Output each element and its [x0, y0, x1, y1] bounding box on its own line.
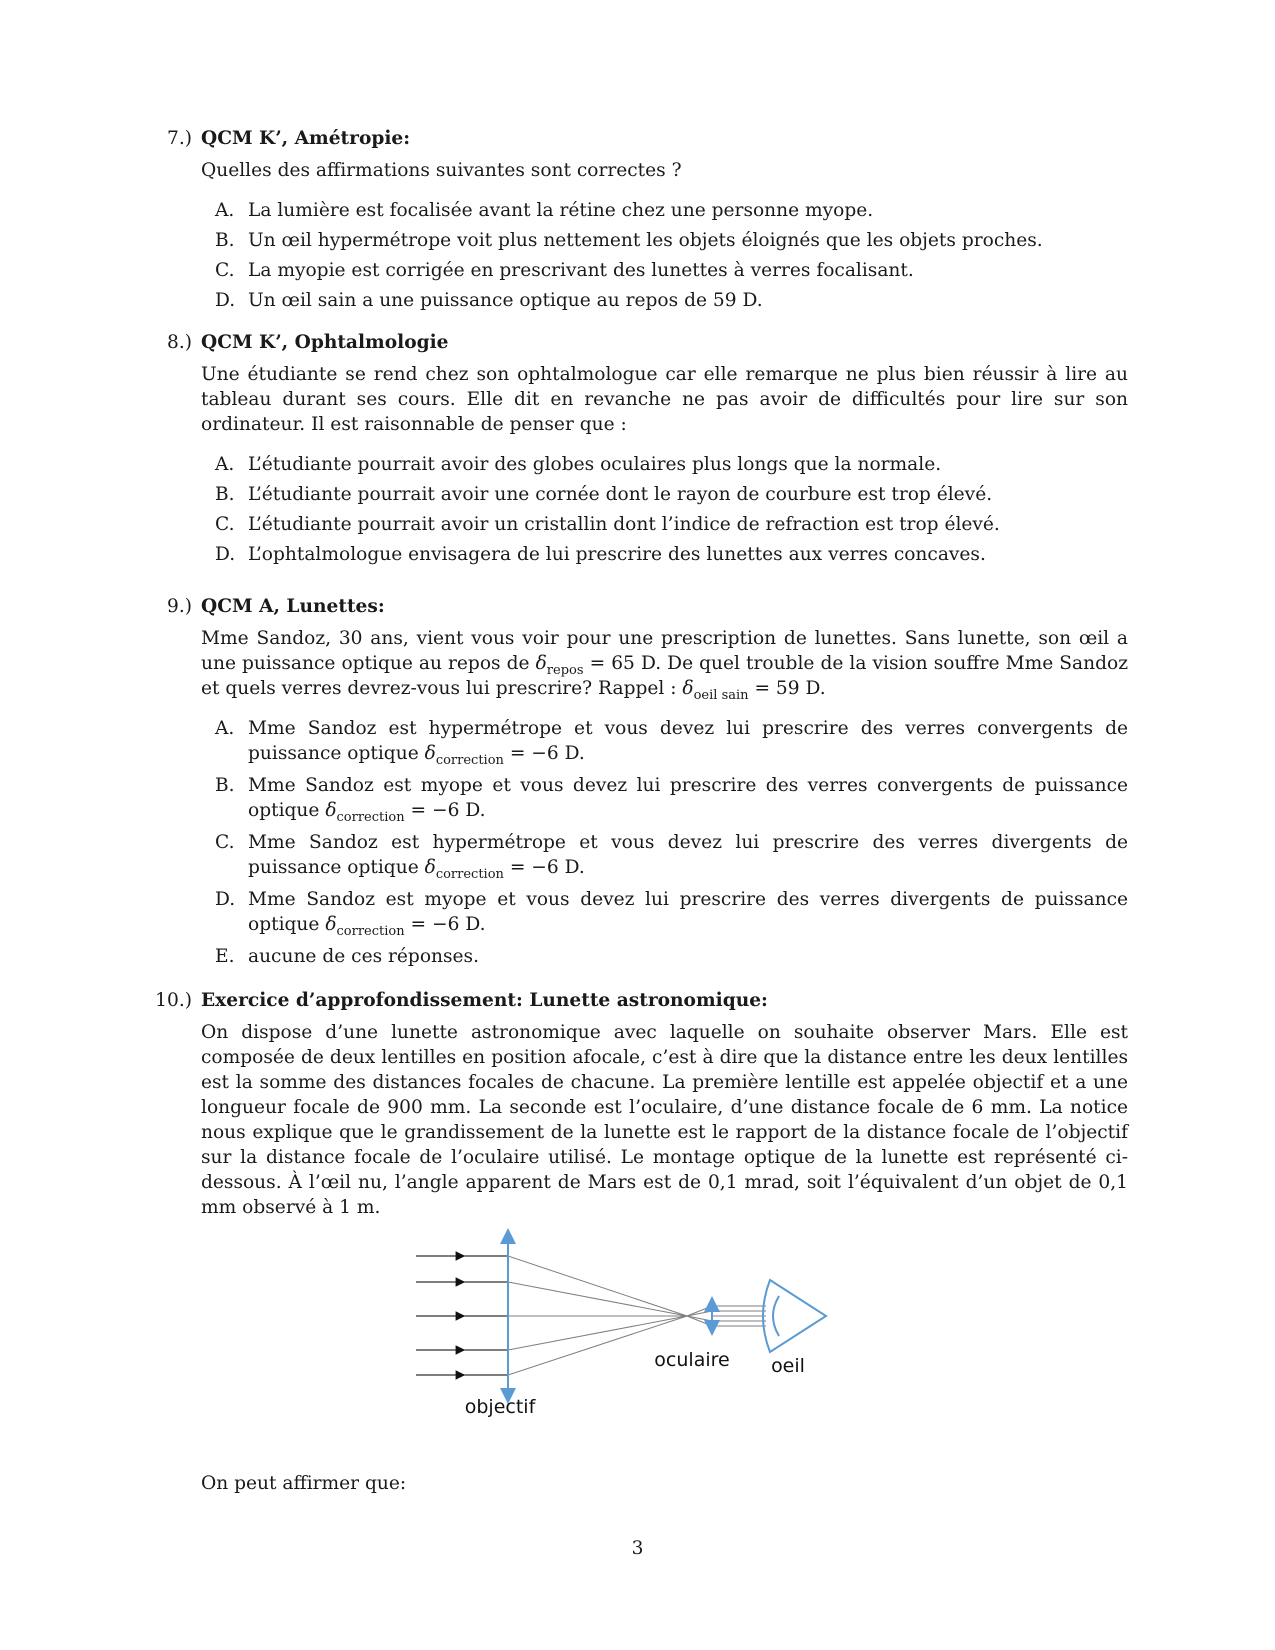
question-title: QCM A, Lunettes:	[201, 596, 385, 617]
eye-icon	[763, 1280, 826, 1352]
telescope-diagram	[416, 1226, 846, 1426]
question-title: QCM K’, Amétropie:	[201, 128, 411, 149]
delta-symbol: δ	[535, 653, 547, 674]
question-number: 7.)	[167, 128, 192, 149]
converging-ray	[508, 1282, 687, 1316]
intro-text: = 65 D. De quel trouble de la vision souffre Mme Sandoz et quels verres devrez-vous lui prescrire? Rappel :	[201, 653, 1128, 699]
subscript-repos: repos	[546, 663, 584, 678]
eye-label: oeil	[771, 1355, 805, 1377]
diverging-ray	[687, 1311, 712, 1316]
eye-lens	[773, 1296, 779, 1336]
option-letter: B.	[215, 484, 235, 505]
subscript-correction: correction	[435, 867, 504, 882]
option-text: L’étudiante pourrait avoir des globes oculaires plus longs que la normale.	[248, 454, 942, 475]
option-text: L’ophtalmologue envisagera de lui prescrire des lunettes aux verres concaves.	[248, 544, 986, 565]
option-letter: D.	[215, 544, 236, 565]
intro-text: = 59 D.	[748, 678, 826, 699]
option-letter: C.	[215, 832, 235, 853]
question-number: 9.)	[167, 596, 192, 617]
option-text: Mme Sandoz est hypermétrope et vous devez lui prescrire des verres convergents de puissance optique	[248, 718, 1128, 764]
question-number: 10.)	[155, 990, 192, 1011]
option-letter: C.	[215, 514, 235, 535]
option-c	[201, 512, 1128, 537]
incoming-rays	[416, 1256, 508, 1375]
subscript-oeil-sain: oeil sain	[693, 688, 749, 703]
option-letter: A.	[215, 454, 235, 475]
option-text: aucune de ces réponses.	[248, 946, 479, 967]
option-d	[201, 887, 1128, 937]
outgoing-rays	[712, 1306, 766, 1326]
option-text: Mme Sandoz est myope et vous devez lui prescrire des verres convergents de puissance optique	[248, 775, 1128, 821]
delta-symbol: δ	[325, 914, 337, 935]
option-b	[201, 482, 1128, 507]
diverging-ray	[687, 1316, 712, 1326]
correction-value: = −6 D.	[404, 800, 486, 821]
correction-value: = −6 D.	[404, 914, 486, 935]
conclusion-prompt: On peut affirmer que:	[201, 1473, 407, 1494]
option-a	[201, 716, 1128, 766]
option-letter: B.	[215, 775, 235, 796]
delta-symbol: δ	[682, 678, 694, 699]
option-text: La lumière est focalisée avant la rétine chez une personne myope.	[248, 200, 874, 221]
option-letter: E.	[215, 946, 235, 967]
question-title: Exercice d’approfondissement: Lunette astronomique:	[201, 990, 768, 1011]
option-letter: D.	[215, 889, 236, 910]
option-list	[201, 716, 1128, 969]
option-letter: C.	[215, 260, 235, 281]
option-e	[201, 944, 1128, 969]
option-text: Mme Sandoz est hypermétrope et vous devez lui prescrire des verres divergents de puissance optique	[248, 832, 1128, 878]
option-text: La myopie est corrigée en prescrivant des lunettes à verres focalisant.	[248, 260, 914, 281]
option-d	[201, 542, 1128, 567]
option-text: L’étudiante pourrait avoir une cornée dont le rayon de courbure est trop élevé.	[248, 484, 993, 505]
option-text: L’étudiante pourrait avoir un cristallin dont l’indice de refraction est trop élevé.	[248, 514, 1000, 535]
question-intro	[201, 626, 1128, 701]
objective-label: objectif	[464, 1396, 536, 1418]
correction-value: = −6 D.	[503, 857, 585, 878]
diverging-ray	[687, 1316, 712, 1321]
option-letter: D.	[215, 290, 236, 311]
option-c	[201, 830, 1128, 880]
delta-symbol: δ	[424, 857, 436, 878]
option-a	[201, 452, 1128, 477]
option-b	[201, 228, 1128, 253]
option-text: Un œil hypermétrope voit plus nettement les objets éloignés que les objets proches.	[248, 230, 1043, 251]
option-letter: A.	[215, 200, 235, 221]
option-letter: A.	[215, 718, 235, 739]
option-b	[201, 773, 1128, 823]
page-number: 3	[631, 1538, 644, 1559]
option-list	[201, 452, 1128, 567]
question-number: 8.)	[167, 332, 192, 353]
question-intro: Quelles des affirmations suivantes sont correctes ?	[201, 160, 682, 181]
correction-value: = −6 D.	[503, 743, 585, 764]
eyepiece-label: oculaire	[654, 1349, 730, 1371]
option-letter: B.	[215, 230, 235, 251]
question-title: QCM K’, Ophtalmologie	[201, 332, 449, 353]
option-list	[201, 198, 1128, 313]
question-intro: Une étudiante se rend chez son ophtalmologue car elle remarque ne plus bien réussir à lire au tableau durant ses cours. Elle dit en revanche ne pas avoir de difficultés pour lire sur son ordinateur. Il est raisonnable de penser que :	[201, 364, 1128, 435]
diverging-ray	[687, 1306, 712, 1316]
converging-ray	[508, 1316, 687, 1350]
subscript-correction: correction	[336, 924, 405, 939]
question-intro: On dispose d’une lunette astronomique avec laquelle on souhaite observer Mars. Elle est composée de deux lentilles en position afocale, c’est à dire que la distance entre les deux lentilles est la somme des distances focales de chacune. La première lentille est appelée objectif et a une longueur focale de 900 mm. La seconde est l’oculaire, d’une distance focale de 6 mm. La notice nous explique que le grandissement de la lunette est le rapport de la distance focale de l’objectif sur la distance focale de l’oculaire utilisé. Le montage optique de la lunette est représenté ci-dessous. À l’œil nu, l’angle apparent de Mars est de 0,1 mrad, soit l’équivalent d’un objet de 0,1 mm observé à 1 m.	[201, 1022, 1128, 1218]
option-c	[201, 258, 1128, 283]
option-a	[201, 198, 1128, 223]
option-text: Un œil sain a une puissance optique au repos de 59 D.	[248, 290, 763, 311]
intro-text: Mme Sandoz, 30 ans, vient vous voir pour une prescription de lunettes. Sans lunette, son œil a une puissance optique au repos de	[201, 628, 1128, 674]
subscript-correction: correction	[435, 753, 504, 768]
delta-symbol: δ	[424, 743, 436, 764]
option-text: Mme Sandoz est myope et vous devez lui prescrire des verres divergents de puissance optique	[248, 889, 1128, 935]
option-d	[201, 288, 1128, 313]
subscript-correction: correction	[336, 810, 405, 825]
delta-symbol: δ	[325, 800, 337, 821]
converging-ray	[508, 1256, 687, 1316]
